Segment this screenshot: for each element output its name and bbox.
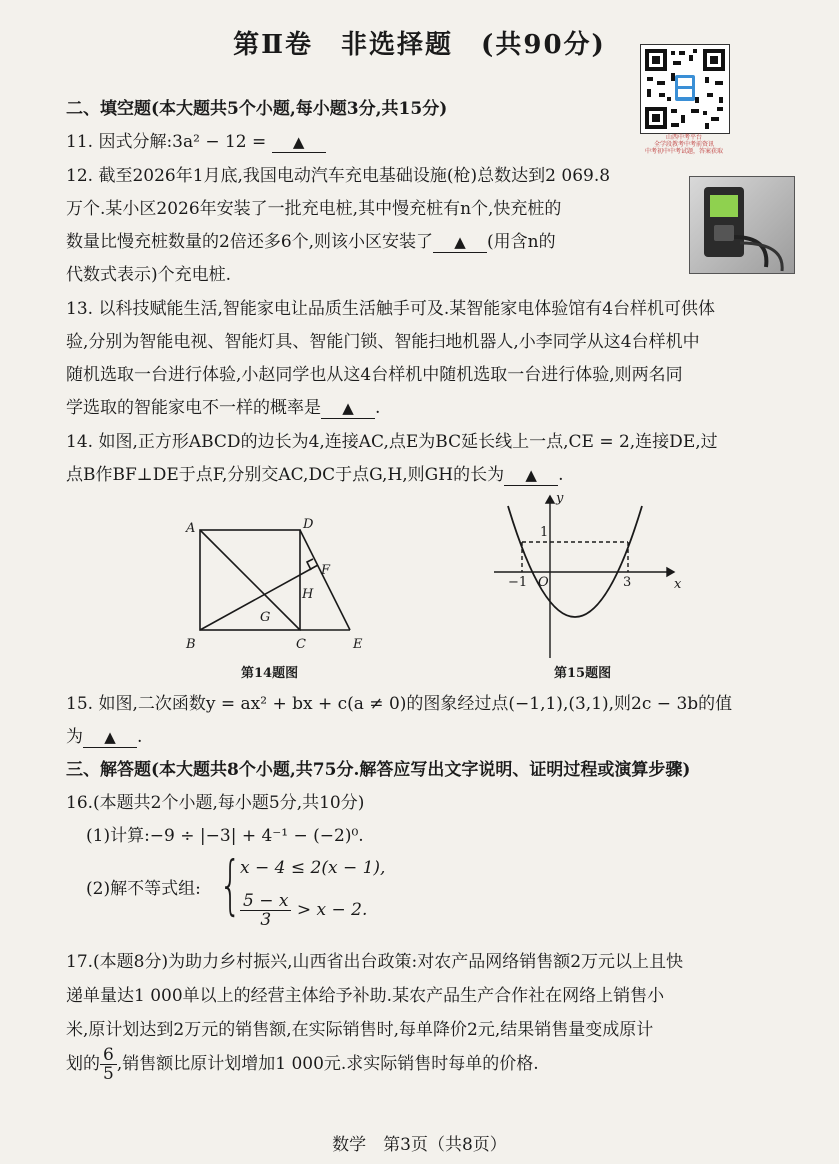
q13-tail: .	[375, 398, 381, 418]
answer-blank[interactable]	[504, 465, 558, 486]
section-answer: 三、解答题(本大题共8个小题,共75分.解答应写出文字说明、证明过程或演算步骤)	[66, 760, 691, 780]
inequality-2	[240, 892, 367, 929]
label-e: E	[353, 637, 363, 652]
figure-14-caption: 第14题图	[241, 666, 299, 681]
q15-text: 为	[66, 727, 83, 747]
label-f: F	[321, 563, 331, 578]
q13-line-4	[66, 398, 380, 419]
fraction-6-5	[100, 1046, 117, 1083]
question-11	[66, 132, 326, 153]
fraction-denominator: 5	[103, 1064, 114, 1084]
q15-line-2	[66, 727, 142, 748]
blank-mark: ▲	[104, 728, 116, 746]
q11-text: 11. 因式分解:3a² − 12 =	[66, 132, 272, 152]
q17-text: 划的	[66, 1054, 100, 1074]
q16-heading: 16.(本题共2个小题,每小题5分,共10分)	[66, 793, 365, 813]
qr-caption-line: 中考初中中考试题，答案获取	[644, 148, 723, 155]
answer-blank[interactable]	[83, 727, 137, 748]
q17-line-2: 递单量达1 000单以上的经营主体给予补助.某农产品生产合作社在网络上销售小	[66, 986, 665, 1006]
label-g: G	[260, 610, 271, 625]
label-h: H	[302, 587, 314, 602]
fraction-denominator: 3	[260, 910, 272, 930]
label-y: y	[556, 491, 564, 506]
q12-line-4: 代数式表示)个充电桩.	[66, 265, 232, 285]
q14-line-2	[66, 465, 564, 486]
parabola	[508, 506, 642, 617]
y-axis-arrow	[546, 496, 554, 503]
blank-mark: ▲	[454, 233, 466, 251]
q13-line-1: 13. 以科技赋能生活,智能家电让品质生活触手可及.某智能家电体验馆有4台样机可供体	[66, 299, 716, 319]
qr-caption	[634, 134, 734, 155]
answer-blank[interactable]	[321, 398, 375, 419]
section-fill-blank: 二、填空题(本大题共5个小题,每小题3分,共15分)	[66, 99, 448, 119]
x-axis-arrow	[667, 568, 674, 576]
page-footer: 数学 第3页（共8页）	[332, 1135, 507, 1155]
segment-de	[300, 530, 350, 630]
qr-code-icon	[640, 44, 730, 134]
label-c: C	[296, 637, 306, 652]
label-x: x	[674, 577, 682, 592]
q14-text: 点B作BF⊥DE于点F,分别交AC,DC于点G,H,则GH的长为	[66, 465, 505, 485]
q12-line-1: 12. 截至2026年1月底,我国电动汽车充电基础设施(枪)总数达到2 069.8	[66, 166, 611, 186]
label-d: D	[303, 518, 314, 532]
q13-line-2: 验,分别为智能电视、智能灯具、智能门锁、智能扫地机器人,小李同学从这4台样机中	[66, 332, 700, 352]
figure-14	[170, 518, 380, 658]
q13-text: 学选取的智能家电不一样的概率是	[66, 398, 321, 418]
blank-mark: ▲	[292, 133, 305, 151]
q12-tail: (用含n的	[487, 232, 556, 252]
fraction-5-x-over-3	[240, 892, 291, 929]
q17-line-4	[66, 1046, 539, 1083]
figure-15	[488, 488, 688, 660]
q12-line-2: 万个.某小区2026年安装了一批充电桩,其中慢充桩有n个,快充桩的	[66, 199, 562, 219]
label-one: 1	[540, 525, 549, 540]
label-three: 3	[623, 575, 632, 590]
answer-blank[interactable]	[272, 132, 326, 153]
diagonal-ac	[200, 530, 300, 630]
label-neg1: −1	[508, 575, 528, 590]
q17-line-1: 17.(本题8分)为助力乡村振兴,山西省出台政策:对农产品网络销售额2万元以上且快	[66, 952, 684, 972]
q12-line-3	[66, 232, 556, 253]
charger-photo	[689, 176, 795, 274]
label-origin: O	[538, 575, 549, 590]
inequality-1: x − 4 ≤ 2(x − 1),	[240, 858, 386, 878]
system-brace: {	[219, 849, 242, 923]
q14-tail: .	[558, 465, 564, 485]
qr-caption-line: 全学段教考中考前资讯	[653, 141, 714, 148]
q13-line-3: 随机选取一台进行体验,小赵同学也从这4台样机中随机选取一台进行体验,则两名同	[66, 365, 683, 385]
inequality-2-rest: > x − 2.	[296, 900, 368, 920]
q15-line-1: 15. 如图,二次函数y = ax² + bx + c(a ≠ 0)的图象经过点(−1,1),(3,1),则2c − 3b的值	[66, 694, 733, 714]
page-title: 第Ⅱ卷 非选择题 (共90分)	[233, 30, 606, 60]
label-a: A	[186, 521, 196, 536]
q16-part-2-label: (2)解不等式组:	[86, 879, 201, 899]
figure-15-caption: 第15题图	[554, 666, 612, 681]
label-b: B	[186, 637, 196, 652]
q17-line-3: 米,原计划达到2万元的销售额,在实际销售时,每单降价2元,结果销售量变成原计	[66, 1020, 654, 1040]
q15-tail: .	[137, 727, 143, 747]
q14-line-1: 14. 如图,正方形ABCD的边长为4,连接AC,点E为BC延长线上一点,CE = 2,连接DE,过	[66, 432, 718, 452]
blank-mark: ▲	[525, 466, 537, 484]
blank-mark: ▲	[342, 399, 354, 417]
answer-blank[interactable]	[433, 232, 487, 253]
fraction-numerator: 5 − x	[240, 892, 291, 911]
qr-caption-line: 山西中考平台	[665, 134, 702, 141]
q17-tail: ,销售额比原计划增加1 000元.求实际销售时每单的价格.	[116, 1054, 539, 1074]
q12-text: 数量比慢充桩数量的2倍还多6个,则该小区安装了	[66, 232, 434, 252]
q16-part-1: (1)计算:−9 ÷ |−3| + 4⁻¹ − (−2)⁰.	[86, 826, 364, 846]
fraction-numerator: 6	[100, 1046, 117, 1065]
